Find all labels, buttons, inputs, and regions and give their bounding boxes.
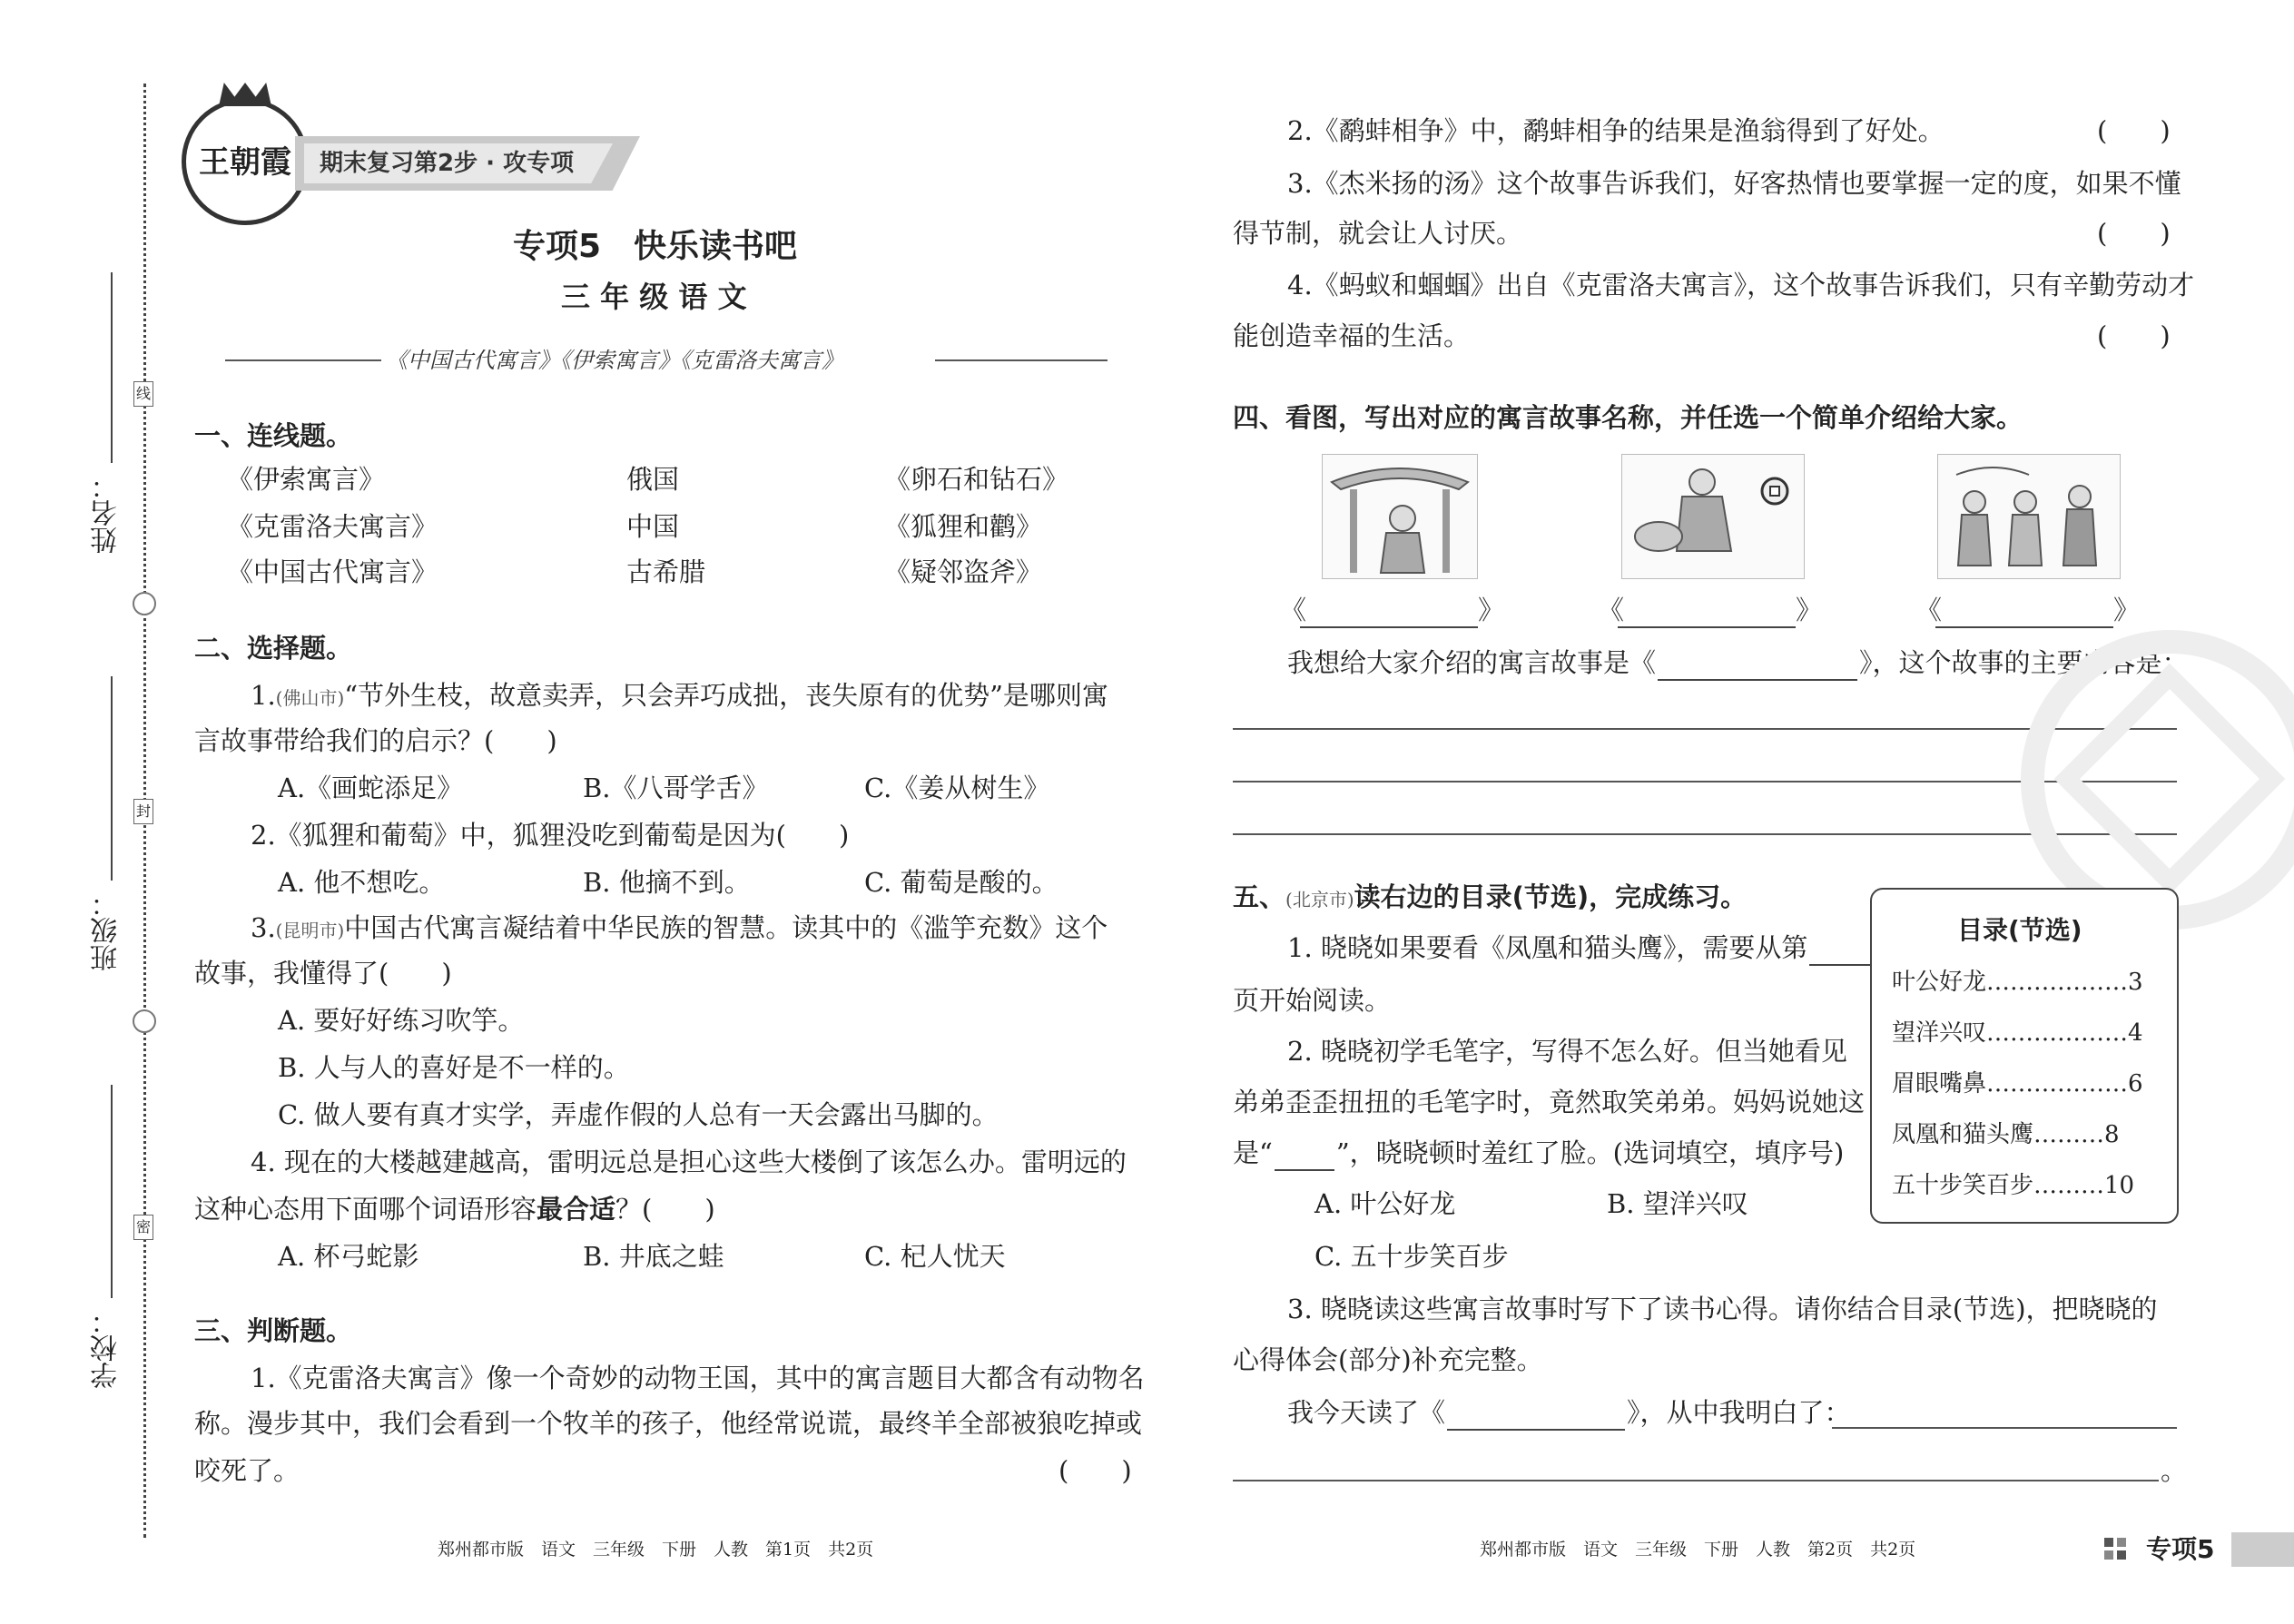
toc-item: 凤凰和猫头鹰………8 (1892, 1121, 2120, 1148)
book-title-blank[interactable] (1447, 1429, 1625, 1431)
lesson-line-1[interactable] (1832, 1427, 2177, 1429)
q5-2-line3: 是“ ”，晓晓顿时羞红了脸。(选词填空，填序号) (1233, 1135, 1844, 1171)
q2-3-opt-c[interactable]: C. 做人要有真才实学，弄虚作假的人总有一天会露出马脚的。 (278, 1099, 999, 1130)
footer-left: 郑州都市版 语文 三年级 下册 人教 第1页 共2页 (438, 1540, 874, 1560)
school-field[interactable] (111, 1085, 113, 1298)
corner-bar (2231, 1532, 2294, 1567)
q2-3-line2: 故事，我懂得了( ) (194, 958, 452, 989)
q5-3-line1: 3. 晓晓读这些寓言故事时写下了读书心得。请你结合目录(节选)，把晓晓的 (1287, 1294, 2158, 1324)
region-tag: (佛山市) (275, 687, 345, 709)
logo-text: 王朝霞 (199, 144, 291, 181)
footer-right: 郑州都市版 语文 三年级 下册 人教 第2页 共2页 (1480, 1540, 1916, 1560)
toc-item: 叶公好龙………………3 (1892, 969, 2143, 996)
q3-3-line1: 3.《杰米扬的汤》这个故事告诉我们，好客热情也要掌握一定的度，如果不懂 (1287, 168, 2181, 199)
q2-4-line1: 4. 现在的大楼越建越高，雷明远总是担心这些大楼倒了该怎么办。雷明远的 (251, 1147, 1127, 1177)
books-line: 《中国古代寓言》《伊索寓言》《克雷洛夫寓言》 (386, 348, 843, 373)
match-mid-3[interactable]: 古希腊 (626, 556, 706, 587)
seal-mark: 线 (133, 381, 153, 407)
school-label: 学校： (91, 1307, 123, 1389)
region-tag: (北京市) (1285, 889, 1354, 910)
match-right-1[interactable]: 《卵石和钻石》 (884, 464, 1069, 495)
q3-2: 2.《鹬蚌相争》中，鹬蚌相争的结果是渔翁得到了好处。 (1287, 115, 1944, 146)
q3-1-answer[interactable]: ( ) (1058, 1455, 1132, 1486)
q2-1-opt-a[interactable]: A.《画蛇添足》 (278, 773, 464, 803)
q2-2-opt-b[interactable]: B. 他摘不到。 (583, 867, 751, 898)
step-label: 期末复习第2步 · 攻专项 (320, 150, 575, 177)
q2-4-opt-a[interactable]: A. 杯弓蛇影 (278, 1241, 419, 1272)
region-tag: (昆明市) (275, 920, 345, 941)
q5-2-line2: 弟弟歪歪扭扭的毛笔字时，竟然取笑弟弟。妈妈说她这 (1233, 1087, 1866, 1117)
binding-ornament (133, 592, 156, 615)
intro-story-blank[interactable] (1658, 679, 1857, 681)
q2-4-opt-c[interactable]: C. 杞人忧天 (864, 1241, 1006, 1272)
seal-mark: 密 (133, 1215, 153, 1240)
intro-line: 我想给大家介绍的寓言故事是《 》，这个故事的主要内容是： (1287, 645, 2189, 681)
sec5-heading: 五、(北京市)读右边的目录(节选)，完成练习。 (1233, 881, 1748, 912)
q5-2-line1: 2. 晓晓初学毛笔字，写得不怎么好。但当她看见 (1287, 1036, 1847, 1067)
sec3-heading: 三、判断题。 (194, 1315, 353, 1346)
class-field[interactable] (111, 676, 113, 881)
q5-1-line2: 页开始阅读。 (1233, 985, 1392, 1016)
bracket-close: 》 (1478, 595, 1505, 625)
q5-2-opt-b[interactable]: B. 望洋兴叹 (1607, 1188, 1748, 1219)
corner-tag: 专项5 (2146, 1534, 2215, 1564)
toc-item: 望洋兴叹………………4 (1892, 1019, 2143, 1047)
q2-3-opt-b[interactable]: B. 人与人的喜好是不一样的。 (278, 1052, 630, 1083)
q2-1-opt-b[interactable]: B.《八哥学舌》 (583, 773, 769, 803)
toc-item: 眉眼嘴鼻………………6 (1892, 1070, 2143, 1097)
bracket-open: 《 (1280, 595, 1307, 625)
lesson-line-2[interactable] (1233, 1480, 2159, 1481)
crown-icon (219, 83, 271, 106)
toc-item: 五十步笑百步………10 (1892, 1172, 2135, 1199)
match-left-1[interactable]: 《伊索寓言》 (227, 464, 386, 495)
sec2-heading: 二、选择题。 (194, 633, 353, 664)
q2-2: 2.《狐狸和葡萄》中，狐狸没吃到葡萄是因为( ) (251, 820, 850, 851)
title-rule-right (935, 359, 1108, 361)
corner-squares-icon (2104, 1538, 2133, 1560)
story-name-blank-1[interactable] (1300, 626, 1478, 628)
toc-box (1870, 888, 2179, 1224)
illustration-coin-story (1621, 454, 1805, 579)
q3-2-answer[interactable]: ( ) (2097, 115, 2171, 146)
toc-title: 目录(节选) (1957, 915, 2082, 945)
sec4-heading: 四、看图，写出对应的寓言故事名称，并任选一个简单介绍给大家。 (1233, 402, 2023, 433)
q2-3-opt-a[interactable]: A. 要好好练习吹竽。 (278, 1005, 525, 1036)
q2-1-line2: 言故事带给我们的启示？( ) (194, 725, 557, 756)
q2-2-opt-a[interactable]: A. 他不想吃。 (278, 867, 446, 898)
bracket-open: 《 (1915, 595, 1943, 625)
q3-4-line1: 4.《蚂蚁和蝈蝈》出自《克雷洛夫寓言》，这个故事告诉我们，只有辛勤劳动才 (1287, 270, 2195, 300)
bracket-close: 》 (2113, 595, 2141, 625)
match-left-2[interactable]: 《克雷洛夫寓言》 (227, 511, 438, 542)
q3-1-line2: 称。漫步其中，我们会看到一个牧羊的孩子，他经常说谎，最终羊全部被狼吃掉或 (194, 1408, 1143, 1439)
match-right-2[interactable]: 《狐狸和鹳》 (884, 511, 1043, 542)
q2-3-line1: 3.(昆明市)中国古代寓言凝结着中华民族的智慧。读其中的《滥竽充数》这个 (251, 912, 1108, 943)
q5-2-opt-c[interactable]: C. 五十步笑百步 (1314, 1241, 1509, 1272)
q2-1-opt-c[interactable]: C.《姜从树生》 (864, 773, 1050, 803)
q3-3-line2: 得节制，就会让人讨厌。 (1233, 218, 1523, 249)
illustration-ye-gong (1322, 454, 1478, 579)
class-label: 班级： (91, 890, 123, 971)
idiom-blank[interactable] (1275, 1169, 1334, 1171)
bracket-open: 《 (1598, 595, 1625, 625)
q5-2-opt-a[interactable]: A. 叶公好龙 (1314, 1188, 1456, 1219)
story-name-blank-2[interactable] (1618, 626, 1796, 628)
binding-ornament (133, 1009, 156, 1033)
sec1-heading: 一、连线题。 (194, 420, 353, 451)
name-label: 姓名： (91, 472, 123, 554)
page-title: 专项5 快乐读书吧 (513, 228, 798, 265)
illustration-three-people (1937, 454, 2121, 579)
q3-3-answer[interactable]: ( ) (2097, 218, 2171, 249)
page-subtitle: 三 年 级 语 文 (561, 280, 747, 314)
q3-4-answer[interactable]: ( ) (2097, 320, 2171, 351)
story-name-blank-3[interactable] (1935, 626, 2113, 628)
match-mid-2[interactable]: 中国 (626, 511, 680, 542)
match-mid-1[interactable]: 俄国 (626, 464, 680, 495)
q3-1-line1: 1.《克雷洛夫寓言》像一个奇妙的动物王国，其中的寓言题目大都含有动物名 (251, 1363, 1145, 1393)
end-mark: 。 (2161, 1455, 2188, 1486)
q2-4-line2: 这种心态用下面哪个词语形容最合适？( ) (194, 1194, 715, 1225)
title-rule-left (225, 359, 381, 361)
q3-1-line3: 咬死了。 (194, 1455, 300, 1486)
q2-4-opt-b[interactable]: B. 井底之蛙 (583, 1241, 724, 1272)
q5-3-line3: 我今天读了《 》，从中我明白了： (1287, 1394, 1851, 1431)
q3-4-line2: 能创造幸福的生活。 (1233, 320, 1471, 351)
match-right-3[interactable]: 《疑邻盗斧》 (884, 556, 1043, 587)
q2-2-opt-c[interactable]: C. 葡萄是酸的。 (864, 867, 1058, 898)
q5-1-line1: 1. 晓晓如果要看《凤凰和猫头鹰》，需要从第 (1287, 930, 1887, 966)
brand-logo (182, 98, 309, 225)
q2-1-line1: 1.(佛山市)“节外生枝，故意卖弄，只会弄巧成拙，丧失原有的优势”是哪则寓 (251, 680, 1108, 711)
bracket-close: 》 (1796, 595, 1823, 625)
name-field[interactable] (111, 272, 113, 463)
match-left-3[interactable]: 《中国古代寓言》 (227, 556, 438, 587)
q5-3-line2: 心得体会(部分)补充完整。 (1233, 1344, 1543, 1375)
seal-mark: 封 (133, 799, 153, 824)
